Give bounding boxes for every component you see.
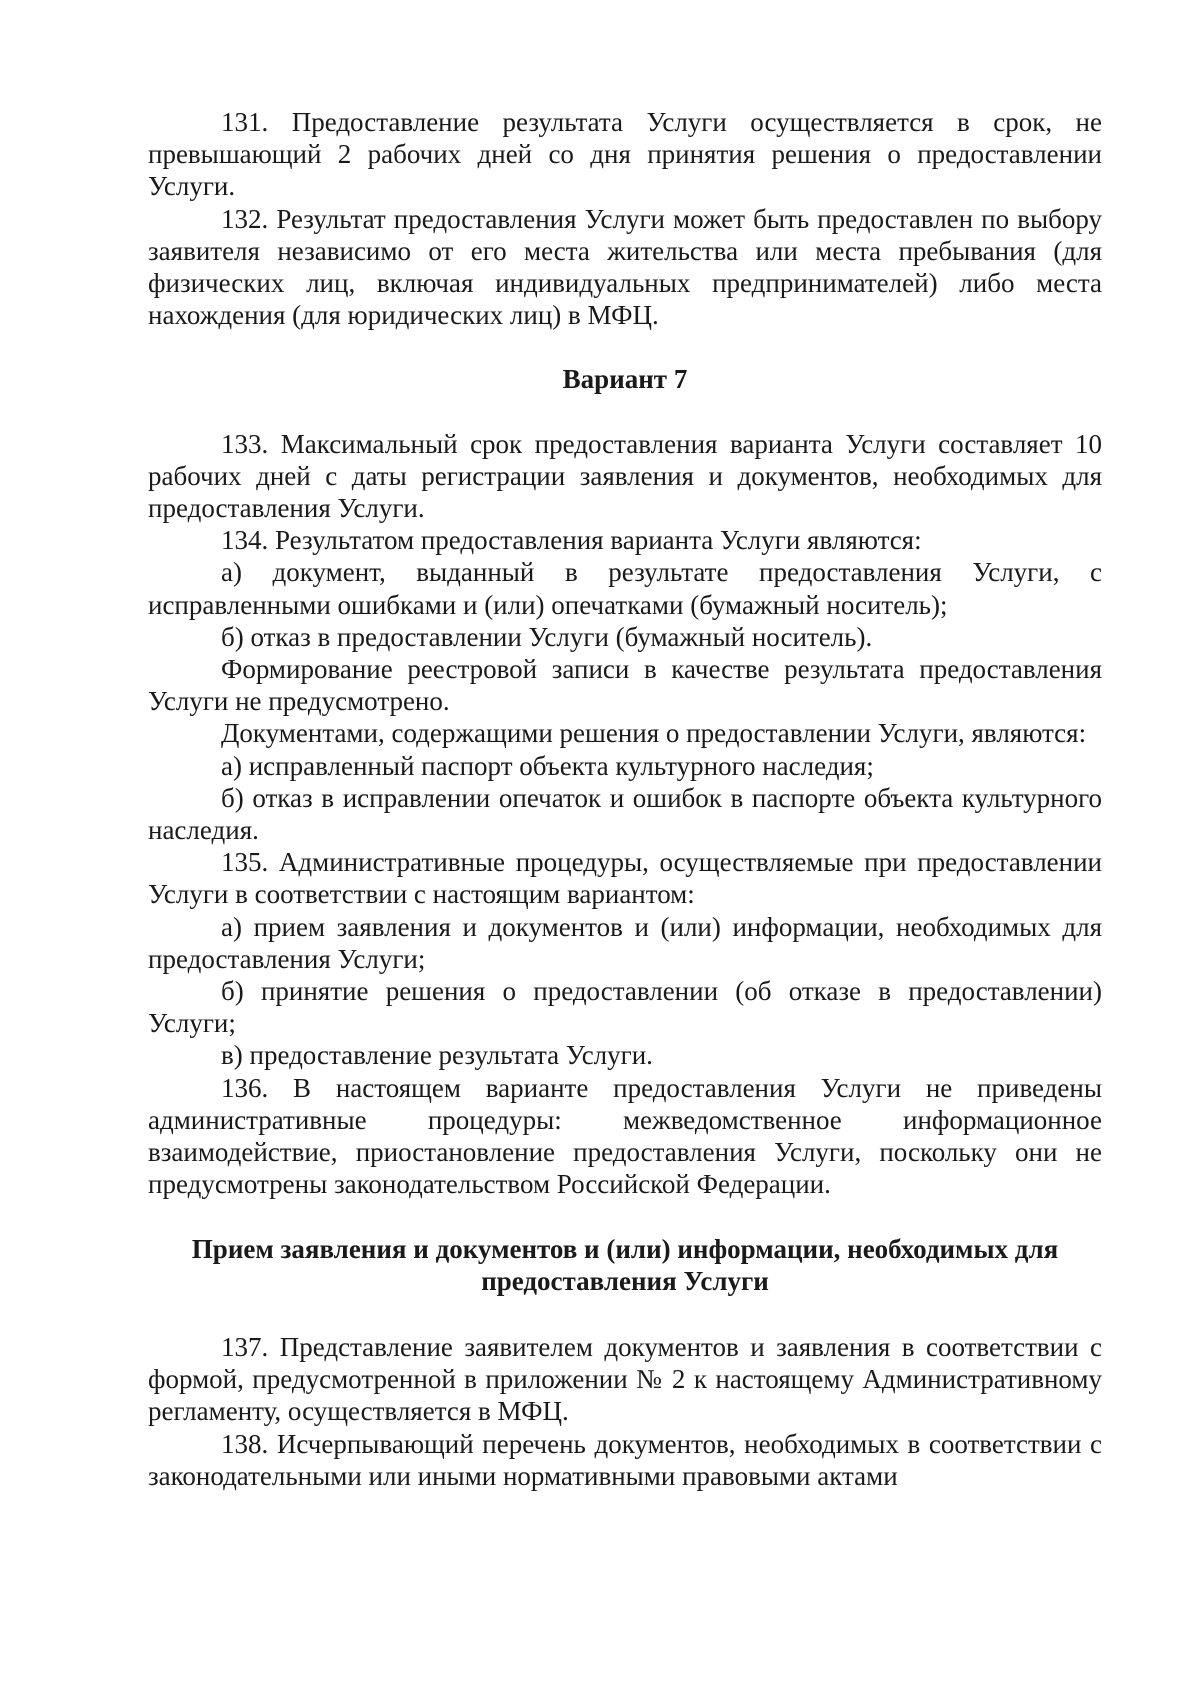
paragraph-134-b: б) отказ в предоставлении Услуги (бумажный носитель). bbox=[221, 621, 873, 652]
heading-section bbox=[148, 1233, 1102, 1297]
paragraph-decision-documents: Документами, содержащими решения о предоставлении Услуги, являются: bbox=[221, 718, 1087, 749]
paragraph-134-a: а) документ, выданный в результате предоставления Услуги, с исправленными ошибками и (или) опечатками (бумажный носитель); bbox=[148, 557, 1102, 620]
paragraph-135-c: в) предоставление результата Услуги. bbox=[221, 1040, 653, 1071]
paragraph-137: 137. Представление заявителем документов и заявления в соответствии с формой, предусмотренной в приложении № 2 к настоящему Административному регламенту, осуществляется в МФЦ. bbox=[148, 1331, 1102, 1427]
paragraph-134: 134. Результатом предоставления варианта Услуги являются: bbox=[221, 525, 922, 556]
heading-variant-7: Вариант 7 bbox=[562, 364, 688, 395]
paragraph-133: 133. Максимальный срок предоставления варианта Услуги составляет 10 рабочих дней с даты регистрации заявления и документов, необходимых для предоставления Услуги. bbox=[148, 428, 1102, 524]
paragraph-decision-a: а) исправленный паспорт объекта культурного наследия; bbox=[221, 750, 874, 781]
heading-section-line-1: Прием заявления и документов и (или) информации, необходимых для bbox=[191, 1233, 1059, 1264]
paragraph-135: 135. Административные процедуры, осуществляемые при предоставлении Услуги в соответствии с настоящим вариантом: bbox=[148, 847, 1102, 910]
heading-section-line-2: предоставления Услуги bbox=[481, 1265, 769, 1296]
paragraph-registry-record: Формирование реестровой записи в качестве результата предоставления Услуги не предусмотрено. bbox=[148, 654, 1102, 717]
paragraph-135-a: а) прием заявления и документов и (или) информации, необходимых для предоставления Услуги; bbox=[148, 911, 1102, 974]
paragraph-136: 136. В настоящем варианте предоставления Услуги не приведены административные процедуры: межведомственное информационное взаимодействие, приостановление предоставления Услуги, поскольку они не предусмотрены законодательством Российской Федерации. bbox=[148, 1072, 1102, 1200]
paragraph-132: 132. Результат предоставления Услуги может быть предоставлен по выбору заявителя независимо от его места жительства или места пребывания (для физических лиц, включая индивидуальных предпринимателей) либо места нахождения (для юридических лиц) в МФЦ. bbox=[148, 203, 1102, 331]
paragraph-decision-b: б) отказ в исправлении опечаток и ошибок в паспорте объекта культурного наследия. bbox=[148, 782, 1102, 846]
paragraph-138: 138. Исчерпывающий перечень документов, необходимых в соответствии с законодательными или иными нормативными правовыми актами bbox=[148, 1428, 1102, 1491]
paragraph-135-b: б) принятие решения о предоставлении (об отказе в предоставлении) Услуги; bbox=[148, 976, 1102, 1039]
document-page bbox=[148, 106, 1102, 1492]
paragraph-131: 131. Предоставление результата Услуги осуществляется в срок, не превышающий 2 рабочих дней со дня принятия решения о предоставлении Услуги. bbox=[148, 107, 1102, 202]
